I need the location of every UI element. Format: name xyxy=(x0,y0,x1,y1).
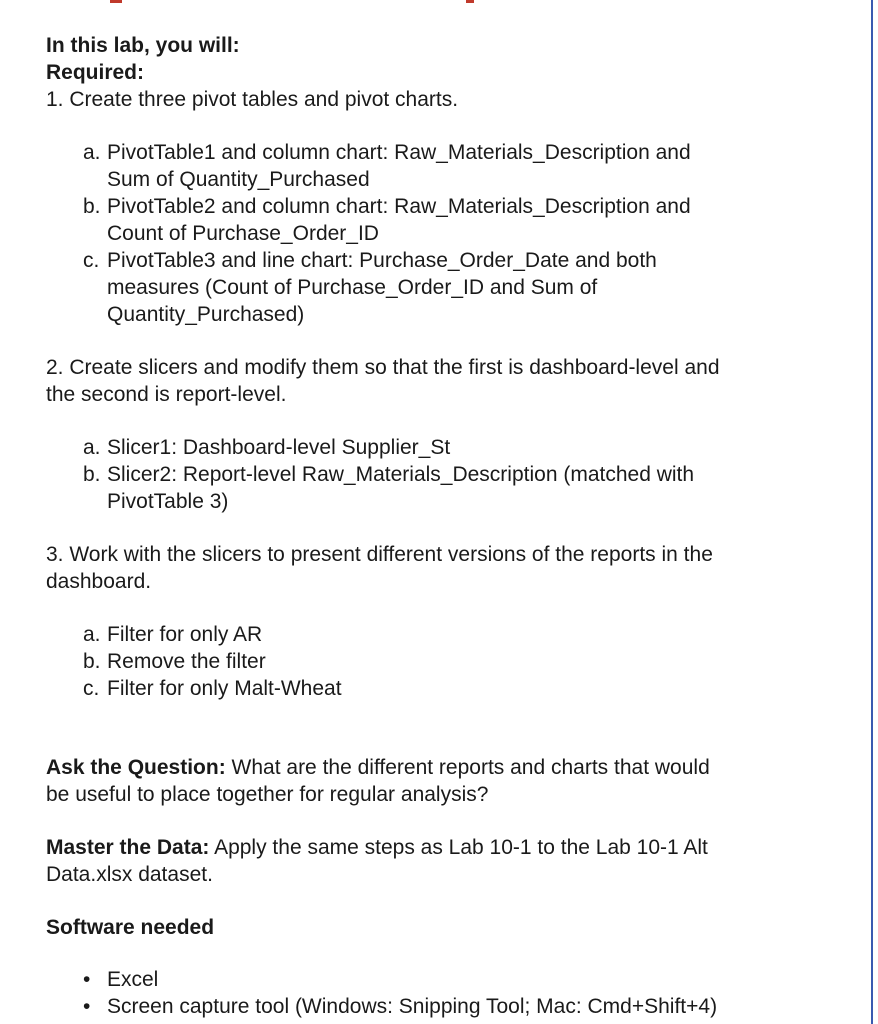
list-item: a. PivotTable1 and column chart: Raw_Materials_Description and Sum of Quantity_Purchased xyxy=(83,141,691,191)
step-2-title-cont: the second is report-level. xyxy=(46,383,287,406)
lab-instructions xyxy=(46,32,846,1020)
step-2-title: 2. Create slicers and modify them so that the first is dashboard-level and xyxy=(46,356,720,379)
master-the-data-cont: Data.xlsx dataset. xyxy=(46,863,213,886)
software-heading: Software needed xyxy=(46,916,215,939)
top-red-stub-right xyxy=(466,0,474,3)
required-heading: Required: xyxy=(46,61,145,84)
list-item: c. PivotTable3 and line chart: Purchase_Order_Date and both measures (Count of Purchase_Order_ID and Sum of Quantity_Purchased) xyxy=(83,249,657,326)
ask-the-question-cont: be useful to place together for regular analysis? xyxy=(46,783,489,806)
step-3-title-cont: dashboard. xyxy=(46,570,152,593)
ask-the-question: Ask the Question: What are the different reports and charts that would xyxy=(46,756,710,779)
list-item: a. Filter for only AR xyxy=(83,623,263,646)
intro-heading: In this lab, you will: xyxy=(46,34,240,57)
page-right-border xyxy=(871,0,873,1024)
step-3-list xyxy=(46,621,846,702)
step-2-list xyxy=(46,434,846,515)
step-3-title: 3. Work with the slicers to present different versions of the reports in the xyxy=(46,543,713,566)
list-item: a. Slicer1: Dashboard-level Supplier_St xyxy=(83,436,451,459)
list-item: b. PivotTable2 and column chart: Raw_Materials_Description and Count of Purchase_Order_ID xyxy=(83,195,691,245)
step-1-title: 1. Create three pivot tables and pivot charts. xyxy=(46,88,459,111)
bullet-icon: • xyxy=(83,995,91,1018)
bullet-icon: • xyxy=(83,968,91,991)
list-item: b. Remove the filter xyxy=(83,650,266,673)
list-item: • Excel xyxy=(83,968,159,991)
master-the-data: Master the Data: Apply the same steps as Lab 10-1 to the Lab 10-1 Alt xyxy=(46,836,708,859)
top-red-stub-left xyxy=(110,0,122,3)
list-item: • Screen capture tool (Windows: Snipping Tool; Mac: Cmd+Shift+4) xyxy=(83,995,718,1018)
software-list xyxy=(46,966,846,1020)
list-item: b. Slicer2: Report-level Raw_Materials_Description (matched with PivotTable 3) xyxy=(83,463,695,513)
step-1-list xyxy=(46,139,846,328)
list-item: c. Filter for only Malt-Wheat xyxy=(83,677,342,700)
